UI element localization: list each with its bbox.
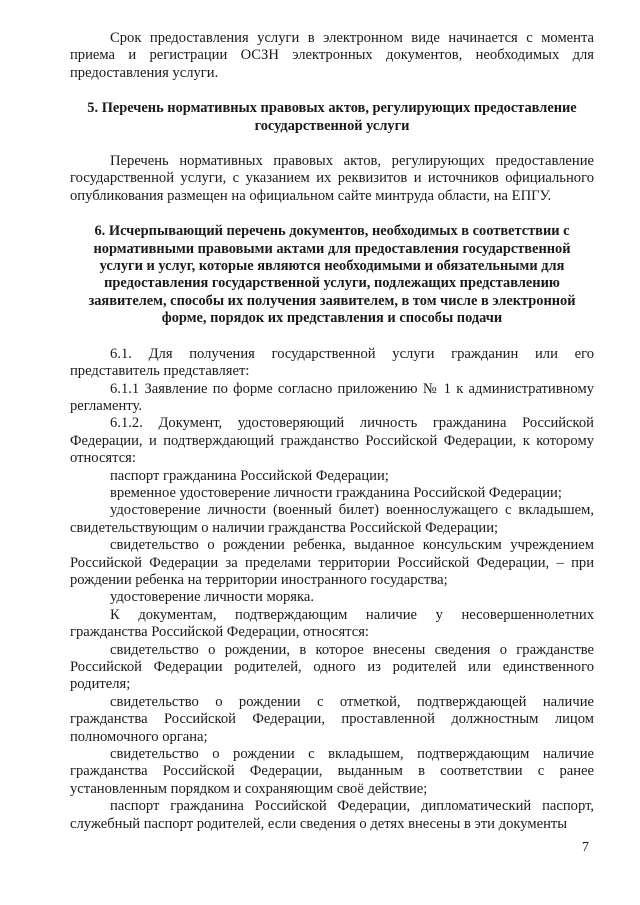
section-6-heading: 6. Исчерпывающий перечень документов, необходимых в соответствии с нормативными правовыми актами для предоставления государственной услуги и услуг, которые являются необходимыми и обязательными для предоставления государственной услуги, подлежащих представлению заявителем, способы их получения заявителем, в том числе в электронной форме, порядок их представления и способы подачи (88, 223, 576, 327)
section-5-text: Перечень нормативных правовых актов, регулирующих предоставление государственной услуги, с указанием их реквизитов и источников официального опубликования размещен на официальном сайте минтруда области, на ЕПГУ. (70, 153, 594, 204)
paragraph-service-term: Срок предоставления услуги в электронном виде начинается с момента приема и регистрации ОСЗН электронных документов, необходимых для предоставления услуги. (70, 30, 594, 81)
page-number: 7 (582, 840, 589, 855)
list-item-parents-passport: паспорт гражданина Российской Федерации, дипломатический паспорт, служебный паспорт родителей, если сведения о детях внесены в эти документы (70, 798, 594, 832)
list-item-military-id: удостоверение личности (военный билет) военнослужащего с вкладышем, свидетельствующим о наличии гражданства Российской Федерации; (70, 502, 594, 536)
section-5-heading: 5. Перечень нормативных правовых актов, регулирующих предоставление государственной услуги (87, 100, 577, 134)
list-item-birth-certificate-parents: свидетельство о рождении, в которое внесены сведения о гражданстве Российской Федерации родителей, одного из родителей или единственного родителя; (70, 641, 594, 693)
list-item-birth-certificate-mark: свидетельство о рождении с отметкой, подтверждающей наличие гражданства Российской Федерации, проставленной должностным лицом полномочного органа; (70, 693, 594, 745)
list-item-temporary-id: временное удостоверение личности гражданина Российской Федерации; (110, 484, 562, 501)
paragraph-6-1-1: 6.1.1 Заявление по форме согласно приложению № 1 к административному регламенту. (70, 380, 594, 414)
list-item-birth-certificate-consular: свидетельство о рождении ребенка, выданное консульским учреждением Российской Федерации за пределами территории Российской Федерации, – при рождении ребенка на территории иностранного государства; (70, 537, 594, 588)
list-item-birth-certificate-insert: свидетельство о рождении с вкладышем, подтверждающим наличие гражданства Российской Федерации, выданным в соответствии с ранее установленным порядком и сохраняющим своё действие; (70, 746, 594, 797)
paragraph-minors: К документам, подтверждающим наличие у несовершеннолетних гражданства Российской Федерации, относятся: (70, 606, 594, 641)
paragraph-6-1-2: 6.1.2. Документ, удостоверяющий личность гражданина Российской Федерации, и подтверждающий гражданство Российской Федерации, к которому относятся: (70, 415, 594, 467)
list-item-seaman-id: удостоверение личности моряка. (110, 589, 314, 606)
list-item-passport: паспорт гражданина Российской Федерации; (110, 467, 389, 484)
paragraph-6-1: 6.1. Для получения государственной услуги гражданин или его представитель представляет: (70, 345, 594, 380)
document-body (70, 30, 594, 833)
